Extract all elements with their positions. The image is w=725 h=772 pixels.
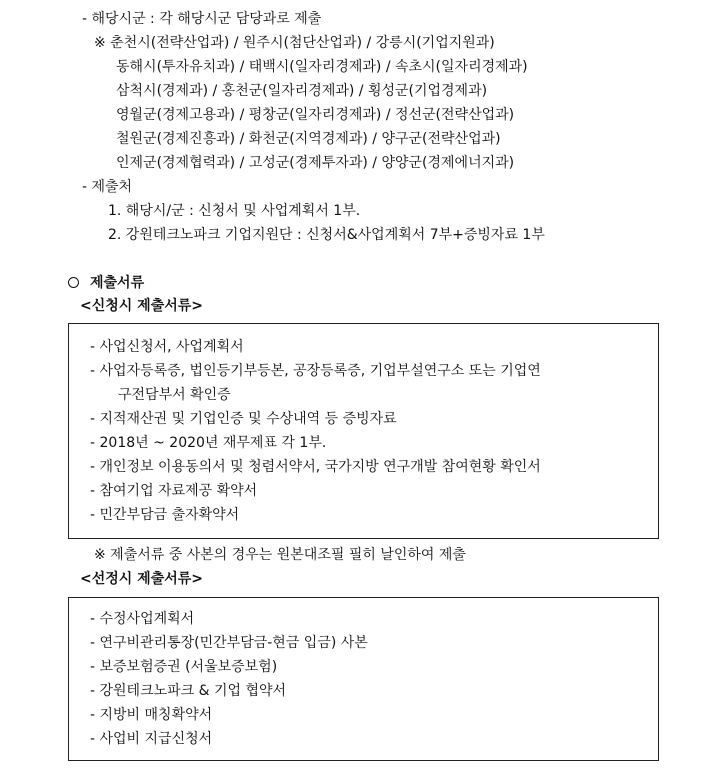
application-item: - 민간부담금 출자확약서 — [90, 507, 240, 523]
selected-item: - 보증보험증권 (서울보증보험) — [90, 659, 278, 675]
selected-item: - 수정사업계획서 — [90, 611, 195, 627]
application-item: - 사업신청서, 사업계획서 — [90, 339, 244, 355]
city-line: 인제군(경제협력과) / 고성군(경제투자과) / 양양군(경제에너지과) — [116, 155, 515, 171]
application-item: - 참여기업 자료제공 확약서 — [90, 483, 258, 499]
city-line: 삼척시(경제과) / 홍천군(일자리경제과) / 횡성군(기업경제과) — [116, 83, 488, 99]
application-heading: <신청시 제출서류> — [80, 298, 204, 314]
selected-item: - 지방비 매칭확약서 — [90, 707, 213, 723]
copy-note: ※ 제출서류 중 사본의 경우는 원본대조필 필히 날인하여 제출 — [94, 547, 466, 563]
submit-to-item: 2. 강원테크노파크 기업지원단 : 신청서&사업계획서 7부+증빙자료 1부 — [108, 227, 545, 243]
selected-item: - 강원테크노파크 & 기업 협약서 — [90, 683, 287, 699]
city-line: 동해시(투자유치과) / 태백시(일자리경제과) / 속초시(일자리경제과) — [116, 59, 528, 75]
city-line: 영월군(경제고용과) / 평창군(일자리경제과) / 정선군(전략산업과) — [116, 107, 515, 123]
submit-office-header: - 해당시군 : 각 해당시군 담당과로 제출 — [82, 11, 322, 27]
circle-bullet-icon — [68, 277, 79, 288]
submit-to-header: - 제출처 — [82, 179, 133, 195]
application-item: - 개인정보 이용동의서 및 청렴서약서, 국가지방 연구개발 참여현황 확인서 — [90, 459, 541, 475]
documents-title: 제출서류 — [90, 275, 145, 291]
selected-item: - 연구비관리통장(민간부담금-현금 입금) 사본 — [90, 635, 368, 651]
selected-heading: <선정시 제출서류> — [80, 571, 204, 587]
city-line: 철원군(경제진흥과) / 화천군(지역경제과) / 양구군(전략산업과) — [116, 131, 501, 147]
selected-item: - 사업비 지급신청서 — [90, 731, 213, 747]
application-item: - 지적재산권 및 기업인증 및 수상내역 등 증빙자료 — [90, 411, 397, 427]
city-line: ※ 춘천시(전략산업과) / 원주시(첨단산업과) / 강릉시(기업지원과) — [94, 35, 495, 51]
application-item: 구전담부서 확인증 — [118, 387, 231, 403]
application-item: - 사업자등록증, 법인등기부등본, 공장등록증, 기업부설연구소 또는 기업연 — [90, 363, 541, 379]
application-item: - 2018년 ~ 2020년 재무제표 각 1부. — [90, 435, 327, 451]
submit-to-item: 1. 해당시/군 : 신청서 및 사업계획서 1부. — [108, 203, 361, 219]
